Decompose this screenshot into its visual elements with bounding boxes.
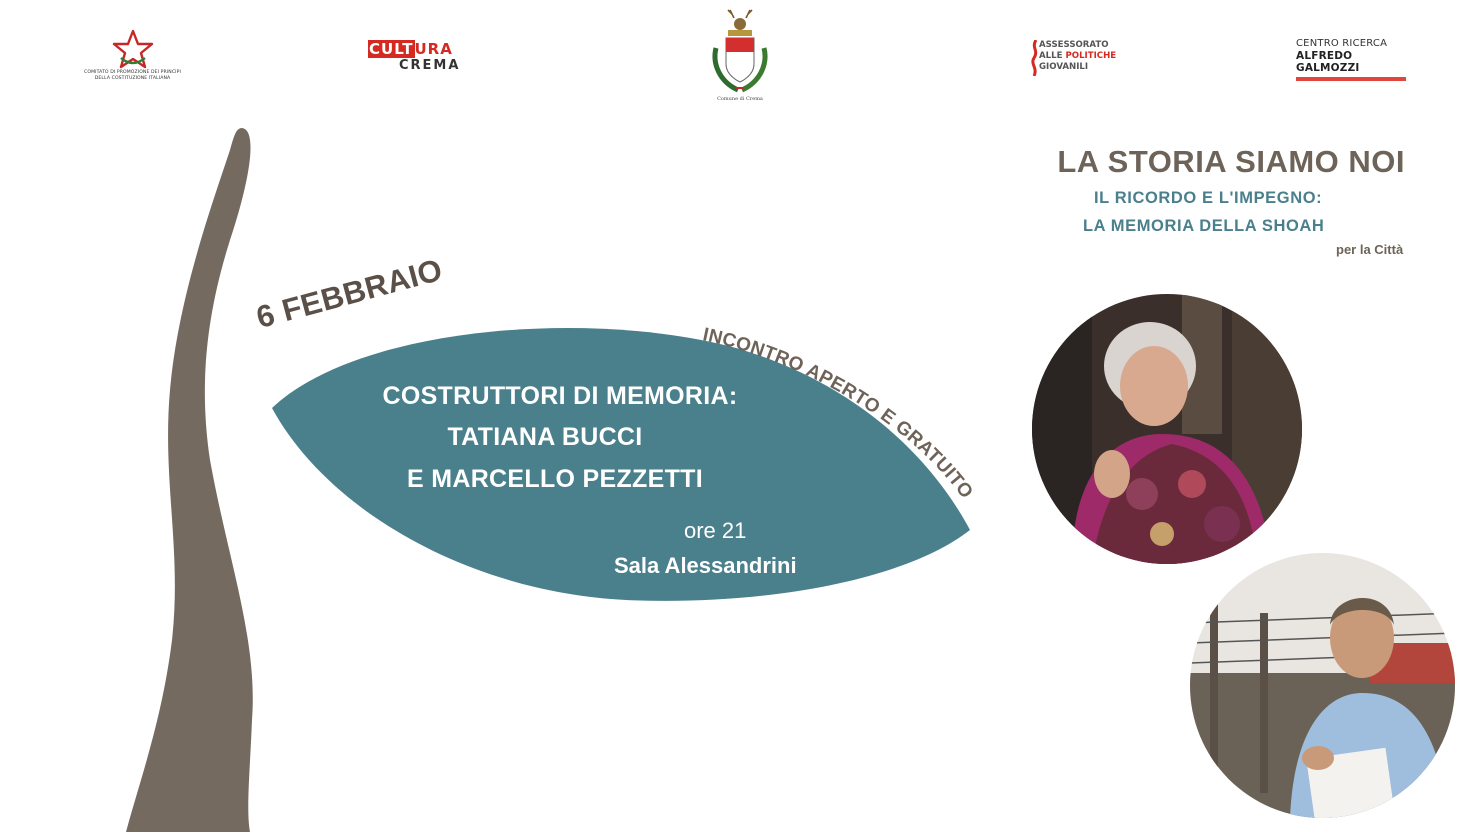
galmozzi-line2: ALFREDO GALMOZZI: [1296, 50, 1360, 74]
assessorato-line2a: ALLE: [1039, 50, 1066, 61]
galmozzi-line1: CENTRO RICERCA: [1296, 38, 1388, 49]
stem-shape: [110, 120, 270, 832]
speaker-photo-2: [1190, 553, 1455, 818]
comune-caption: Comune di Crema: [717, 96, 763, 102]
subtitle-line2: LA MEMORIA DELLA SHOAH: [1083, 217, 1325, 235]
comitato-text: COMITATO DI PROMOZIONE DEI PRINCIPI DELLA COSTITUZIONE ITALIANA: [84, 70, 181, 81]
assessorato-line2b: POLITICHE: [1065, 50, 1117, 61]
speaker-photo-1: [1032, 294, 1302, 564]
event-time: ore 21: [684, 518, 747, 543]
cultura-crema: CREMA: [399, 58, 461, 73]
assessorato-logo: [1030, 40, 1120, 80]
cultura-ura: URA: [414, 40, 453, 58]
event-title-line3: E MARCELLO PEZZETTI: [407, 465, 703, 493]
assessorato-line1: ASSESSORATO: [1039, 40, 1109, 50]
event-date: 6 FEBBRAIO: [252, 251, 446, 336]
cultura-crema-logo: [368, 40, 460, 80]
tagline: per la Città: [1336, 242, 1404, 257]
galmozzi-logo: [1296, 38, 1408, 74]
crest-icon: [708, 4, 772, 96]
assessorato-line3: GIOVANILI: [1039, 61, 1089, 72]
galmozzi-bar: [1296, 77, 1406, 81]
star-icon: [112, 28, 154, 70]
comitato-logo: [80, 28, 185, 88]
event-note: INCONTRO APERTO E GRATUITO: [700, 324, 977, 503]
cultura-cult: CULT: [369, 40, 414, 58]
event-title-line1: COSTRUTTORI DI MEMORIA:: [382, 382, 738, 410]
comune-crest-logo: [708, 4, 772, 106]
event-title-line2: TATIANA BUCCI: [447, 423, 643, 451]
subtitle-line1: IL RICORDO E L'IMPEGNO:: [1094, 189, 1323, 207]
page-title: LA STORIA SIAMO NOI: [1057, 144, 1405, 179]
event-venue: Sala Alessandrini: [614, 553, 797, 578]
